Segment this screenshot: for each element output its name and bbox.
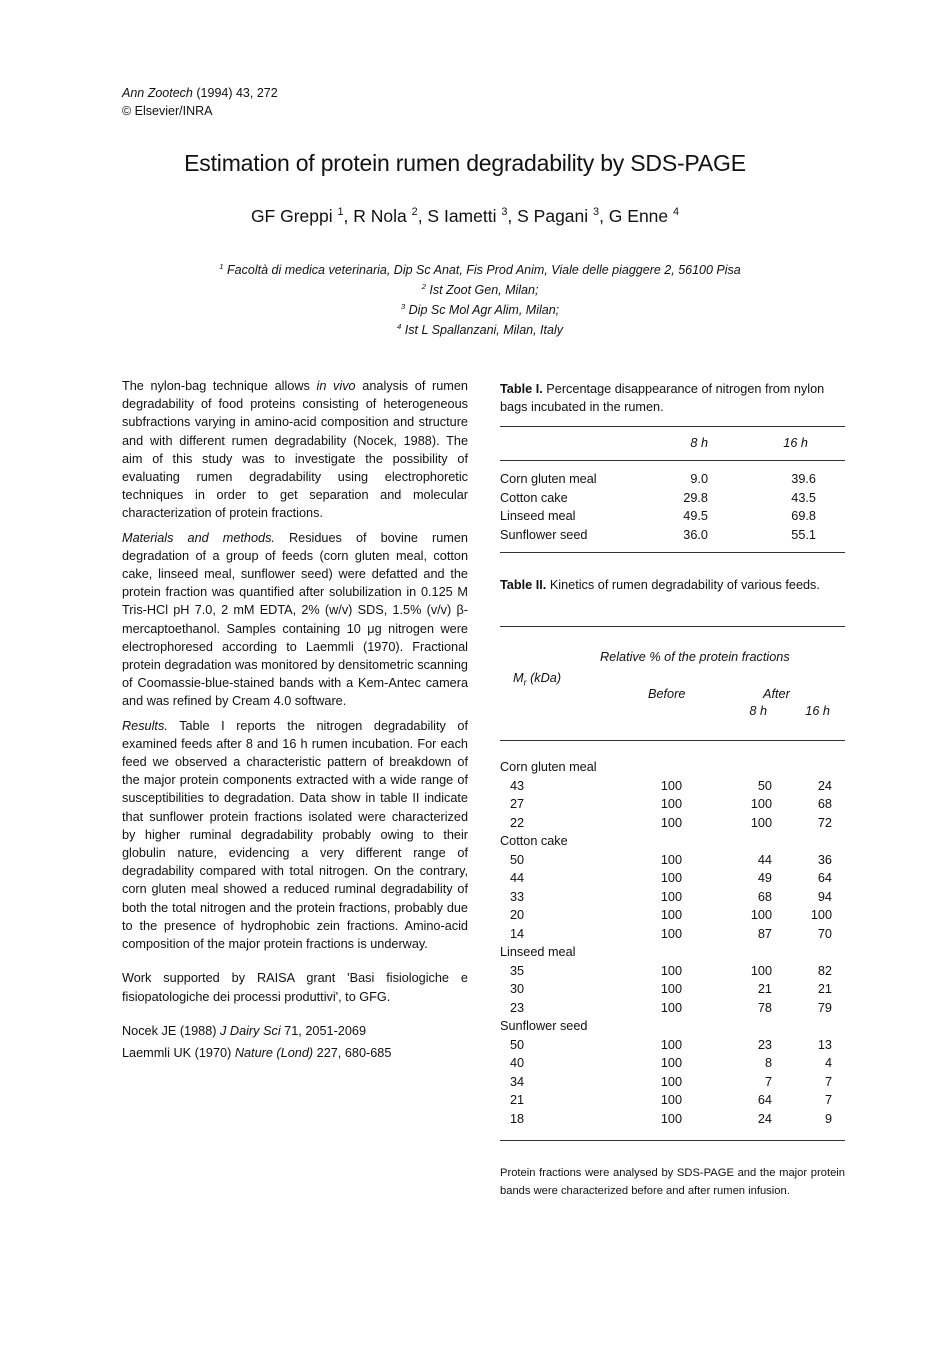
feed-name: Sunflower seed — [500, 527, 588, 542]
value-8h: 100 — [750, 908, 772, 923]
table2-row — [500, 795, 832, 814]
value-16h: 24 — [817, 778, 832, 793]
mass-kda: 14 — [510, 926, 525, 941]
table2-row — [500, 906, 832, 925]
table2-row — [500, 869, 832, 888]
value-8h: 36.0 — [683, 527, 708, 542]
journal-citation: (1994) 43, 272 — [196, 86, 278, 100]
table2-bottom-rule — [500, 1140, 845, 1141]
affiliation-1: $^1$ Facoltà di medica veterinaria, Dip Sc Anat, Fis Prod Anim, Viale delle piaggere 2, 56100 Pisa — [219, 261, 741, 277]
feed-name: Corn gluten meal — [500, 760, 597, 775]
table2-group-heading — [500, 758, 832, 777]
value-8h: 78 — [757, 1000, 772, 1015]
mass-kda: 30 — [510, 982, 525, 997]
mass-kda: 18 — [510, 1111, 525, 1126]
intro-paragraph: The nylon-bag technique allows in vivo analysis of rumen degradability of food proteins consisting of heterogeneous subfractions varying in amino-acid composition and structure and with different rumen degradability (Nocek, 1988). The aim of this study was to investigate the possibility of evaluating rumen degradability using electrophoretic techniques in order to get separation and molecular characterization of protein fractions. — [122, 379, 468, 521]
table2-row — [500, 980, 832, 999]
affiliation-4: $^4$ Ist L Spallanzani, Milan, Italy — [397, 321, 563, 337]
value-8h: 21 — [757, 982, 772, 997]
value-16h: 100 — [810, 908, 832, 923]
value-16h: 79 — [817, 1000, 832, 1015]
value-8h: 64 — [757, 1093, 772, 1108]
value-before: 100 — [660, 1074, 682, 1089]
value-16h: 36 — [817, 852, 832, 867]
table2-group-heading — [500, 832, 832, 851]
author-3: S Iametti $^3$ — [427, 206, 508, 226]
value-16h: 4 — [824, 1056, 832, 1071]
mass-kda: 34 — [510, 1074, 525, 1089]
funding-paragraph: Work supported by RAISA grant 'Basi fisiologiche e fisiopatologiche dei processi produttivi', to GFG. — [122, 971, 468, 1004]
mass-kda: 35 — [510, 963, 525, 978]
mass-kda: 22 — [510, 815, 525, 830]
value-8h: 100 — [750, 963, 772, 978]
value-before: 100 — [660, 963, 682, 978]
value-8h: 44 — [757, 852, 772, 867]
table2-body — [500, 758, 832, 1128]
table2-row — [500, 1091, 832, 1110]
value-16h: 21 — [817, 982, 832, 997]
table2-group-heading — [500, 943, 832, 962]
value-16h: 39.6 — [791, 472, 816, 487]
value-16h: 9 — [824, 1111, 832, 1126]
mass-kda: 40 — [510, 1056, 525, 1071]
table1-row — [500, 470, 816, 489]
results-paragraph: Results. Table I reports the nitrogen degradability of examined feeds after 8 and 16 h rumen incubation. For each feed we observed a characteristic pattern of breakdown of the major protein components extracted with a wide range of susceptibilities to degradation. Data show in table II indicate that sunflower protein fractions isolated were characterized by higher ruminal degradability probably owing to their globulin nature, evidencing a very different range of degradability compared with total nitrogen. On the contrary, corn gluten meal showed a reduced ruminal degradability of both the total nitrogen and the protein fractions, probably due to the presence of hydrophobic zein fractions. Amino-acid composition of the major protein fractions is underway. — [122, 718, 468, 952]
value-before: 100 — [660, 815, 682, 830]
mass-kda: 27 — [510, 797, 525, 812]
value-8h: 24 — [757, 1111, 772, 1126]
value-8h: 49.5 — [683, 509, 708, 524]
value-16h: 13 — [817, 1037, 832, 1052]
table1-header-rule — [500, 460, 845, 461]
value-before: 100 — [660, 1037, 682, 1052]
table2-header-8h: 8 h — [749, 704, 767, 718]
table2-row — [500, 962, 832, 981]
table2-header-before: Before — [648, 687, 686, 701]
table2-row — [500, 888, 832, 907]
mass-kda: 50 — [510, 852, 525, 867]
reference-1: Nocek JE (1988) J Dairy Sci 71, 2051-2069 — [122, 1023, 367, 1038]
table2-row — [500, 1036, 832, 1055]
table2-footnote: Protein fractions were analysed by SDS-PAGE and the major protein bands were characterized before and after rumen infusion. — [500, 1167, 845, 1197]
value-before: 100 — [660, 1000, 682, 1015]
table2-header-relative: Relative % of the protein fractions — [600, 650, 790, 664]
table2-top-rule — [500, 626, 845, 627]
author-5: G Enne $^4$ — [608, 206, 680, 226]
mass-kda: 44 — [510, 871, 525, 886]
feed-name: Cotton cake — [500, 490, 568, 505]
mass-kda: 23 — [510, 1000, 525, 1015]
author-1: GF Greppi $^1$ — [250, 206, 344, 226]
journal-header — [122, 84, 278, 120]
table2-row — [500, 777, 832, 796]
table2-row — [500, 925, 832, 944]
value-16h: 68 — [817, 797, 832, 812]
publisher: © Elsevier/INRA — [122, 104, 213, 118]
body-text — [122, 377, 468, 1062]
value-16h: 72 — [817, 815, 832, 830]
table1-row — [500, 489, 816, 508]
value-16h: 69.8 — [791, 509, 816, 524]
table1-top-rule — [500, 426, 845, 427]
value-before: 100 — [660, 778, 682, 793]
value-8h: 87 — [757, 926, 772, 941]
value-before: 100 — [660, 797, 682, 812]
value-before: 100 — [660, 1056, 682, 1071]
value-8h: 7 — [764, 1074, 772, 1089]
table1-bottom-rule — [500, 552, 845, 553]
value-8h: 100 — [750, 815, 772, 830]
author-4: S Pagani $^3$ — [517, 206, 600, 226]
value-before: 100 — [660, 982, 682, 997]
value-8h: 23 — [757, 1037, 772, 1052]
value-8h: 68 — [757, 889, 772, 904]
value-8h: 50 — [757, 778, 772, 793]
value-before: 100 — [660, 926, 682, 941]
value-8h: 8 — [764, 1056, 772, 1071]
table2-header-16h: 16 h — [805, 704, 830, 718]
author-list: GF Greppi $^1$, R Nola $^2$, S Iametti $^3$, S Pagani $^3$, G Enne $^4$ — [250, 206, 680, 226]
affiliation-2: $^2$ Ist Zoot Gen, Milan; — [421, 281, 539, 297]
mass-kda: 20 — [510, 908, 525, 923]
feed-name: Linseed meal — [500, 509, 576, 524]
table2-row — [500, 851, 832, 870]
value-16h: 55.1 — [791, 527, 816, 542]
value-before: 100 — [660, 871, 682, 886]
value-8h: 100 — [750, 797, 772, 812]
table2-header-after: After — [763, 687, 790, 701]
value-before: 100 — [660, 889, 682, 904]
table2-group-heading — [500, 1017, 832, 1036]
value-16h: 43.5 — [791, 490, 816, 505]
feed-name: Sunflower seed — [500, 1019, 588, 1034]
value-8h: 49 — [757, 871, 772, 886]
table1-row — [500, 526, 816, 545]
table2-row — [500, 1073, 832, 1092]
value-before: 100 — [660, 1111, 682, 1126]
table1-row — [500, 507, 816, 526]
table1-header-16h: 16 h — [783, 436, 808, 450]
author-2: R Nola $^2$ — [353, 206, 418, 226]
reference-2: Laemmli UK (1970) Nature (Lond) 227, 680-685 — [122, 1045, 392, 1060]
value-before: 100 — [660, 852, 682, 867]
value-16h: 82 — [817, 963, 832, 978]
value-8h: 29.8 — [683, 490, 708, 505]
affiliation-3: $^3$ Dip Sc Mol Agr Alim, Milan; — [400, 301, 560, 317]
table1-body — [500, 470, 816, 544]
value-before: 100 — [660, 1093, 682, 1108]
mass-kda: 50 — [510, 1037, 525, 1052]
table2-row — [500, 1054, 832, 1073]
feed-name: Cotton cake — [500, 834, 568, 849]
mass-kda: 33 — [510, 889, 525, 904]
value-16h: 7 — [824, 1074, 832, 1089]
value-16h: 94 — [817, 889, 832, 904]
value-16h: 7 — [824, 1093, 832, 1108]
feed-name: Corn gluten meal — [500, 472, 597, 487]
table2-row — [500, 814, 832, 833]
table2-header-rule — [500, 740, 845, 741]
mass-kda: 43 — [510, 778, 525, 793]
value-16h: 64 — [817, 871, 832, 886]
table2-caption: Table II. Kinetics of rumen degradability of various feeds. — [500, 578, 820, 592]
mass-kda: 21 — [510, 1093, 525, 1108]
value-8h: 9.0 — [690, 472, 708, 487]
table2-header-mr: $M_r$ (kDa) — [513, 671, 562, 688]
value-16h: 70 — [817, 926, 832, 941]
feed-name: Linseed meal — [500, 945, 576, 960]
value-before: 100 — [660, 908, 682, 923]
paper-title: Estimation of protein rumen degradability by SDS-PAGE — [184, 150, 746, 176]
table1-header-8h: 8 h — [690, 436, 708, 450]
table1-caption: Table I. Percentage disappearance of nitrogen from nylon bags incubated in the rumen. — [500, 382, 825, 414]
affiliations — [0, 260, 930, 340]
table2-row — [500, 1110, 832, 1129]
table2-row — [500, 999, 832, 1018]
methods-paragraph: Materials and methods. Residues of bovine rumen degradation of a group of feeds (corn gluten meal, cotton cake, linseed meal, sunflower seed) were defatted and the protein fraction was quantified after solubilization in 0.125 M Tris-HCl pH 7.0, 2 mM EDTA, 2% (w/v) SDS, 1.5% (v/v) β-mercaptoethanol. Samples containing 10 μg nitrogen were electrophoresed according to Laemmli (1970). Fractional protein degradation was monitored by densitometric scanning of Coomassie-blue-stained bands with a Kem-Antec camera and was refined by Cream 4.0 software. — [122, 530, 468, 709]
journal-name: Ann Zootech — [122, 86, 193, 100]
